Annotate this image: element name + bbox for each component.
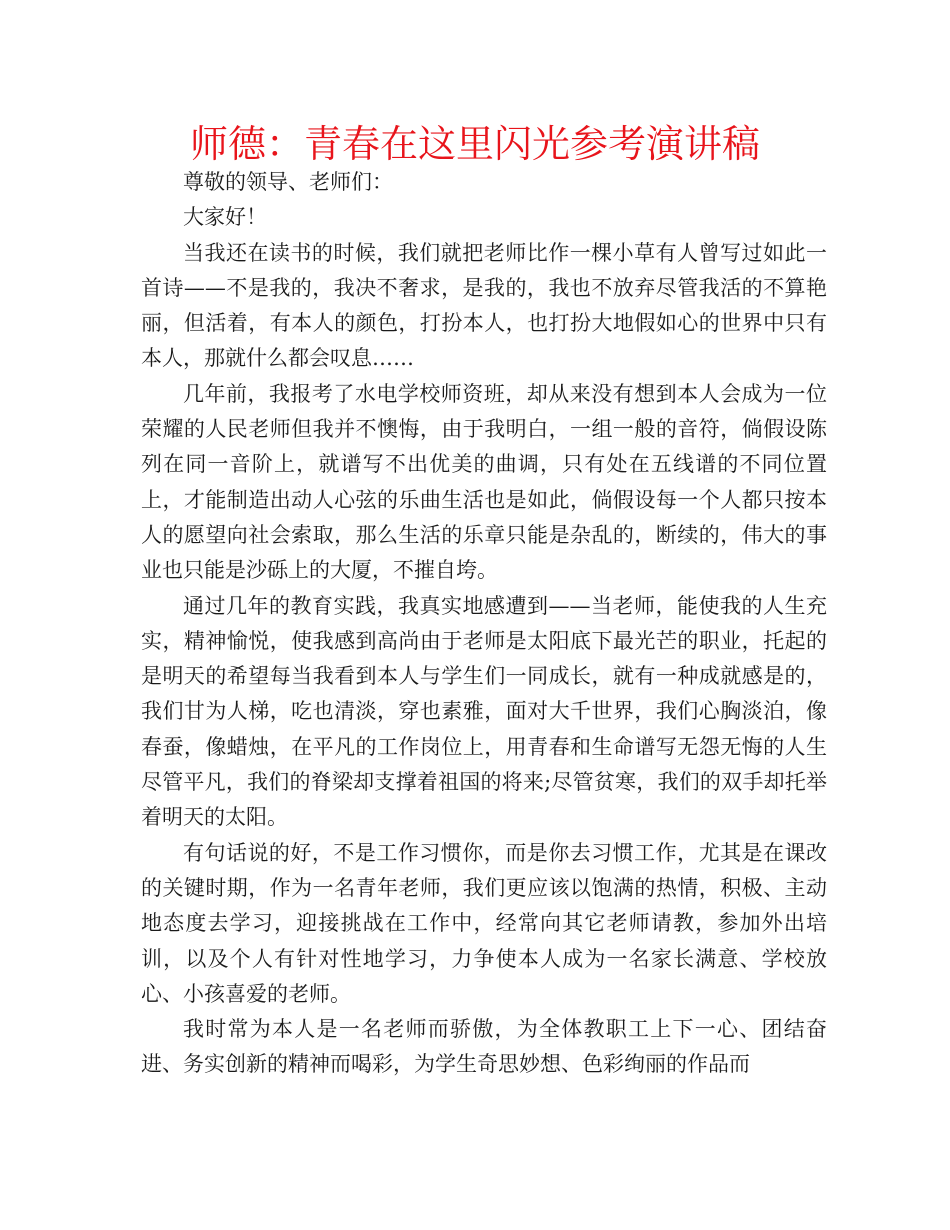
greeting: 大家好！ [183, 205, 267, 230]
body-paragraph: 当我还在读书的时候，我们就把老师比作一棵小草有人曾写过如此一首诗——不是我的，我决不奢求，是我的，我也不放弃尽管我活的不算艳丽，但活着，有本人的颜色，打扮本人，也打扮大地假如心的世界中只有本人，那就什么都会叹息…… [141, 240, 827, 371]
salutation: 尊敬的领导、老师们： [183, 170, 393, 194]
document-title: 师德：青春在这里闪光参考演讲稿 [189, 122, 760, 166]
body-paragraph: 通过几年的教育实践，我真实地感遭到——当老师，能使我的人生充实，精神愉悦，使我感到高尚由于老师是太阳底下最光芒的职业，托起的是明天的希望每当我看到本人与学生们一同成长，就有一种成就感是的，我们甘为人梯，吃也清淡，穿也素雅，面对大千世界，我们心胸淡泊，像春蚕，像蜡烛，在平凡的工作岗位上，用青春和生命谱写无怨无悔的人生尽管平凡，我们的脊梁却支撑着祖国的将来;尽管贫寒，我们的双手却托举着明天的太阳。 [141, 593, 827, 830]
body-paragraph: 我时常为本人是一名老师而骄傲，为全体教职工上下一心、团结奋进、务实创新的精神而喝彩，为学生奇思妙想、色彩绚丽的作品而 [141, 1017, 827, 1077]
body-paragraph: 有句话说的好，不是工作习惯你，而是你去习惯工作，尤其是在课改的关键时期，作为一名青年老师，我们更应该以饱满的热情，积极、主动地态度去学习，迎接挑战在工作中，经常向其它老师请教，参加外出培训，以及个人有针对性地学习，力争使本人成为一名家长满意、学校放心、小孩喜爱的老师。 [141, 840, 827, 1006]
body-paragraph: 几年前，我报考了水电学校师资班，却从来没有想到本人会成为一位荣耀的人民老师但我并不懊悔，由于我明白，一组一般的音符，倘假设陈列在同一音阶上，就谱写不出优美的曲调，只有处在五线谱的不同位置上，才能制造出动人心弦的乐曲生活也是如此，倘假设每一个人都只按本人的愿望向社会索取，那么生活的乐章只能是杂乱的，断续的，伟大的事业也只能是沙砾上的大厦，不摧自垮。 [141, 381, 827, 583]
document-body [141, 165, 827, 1083]
